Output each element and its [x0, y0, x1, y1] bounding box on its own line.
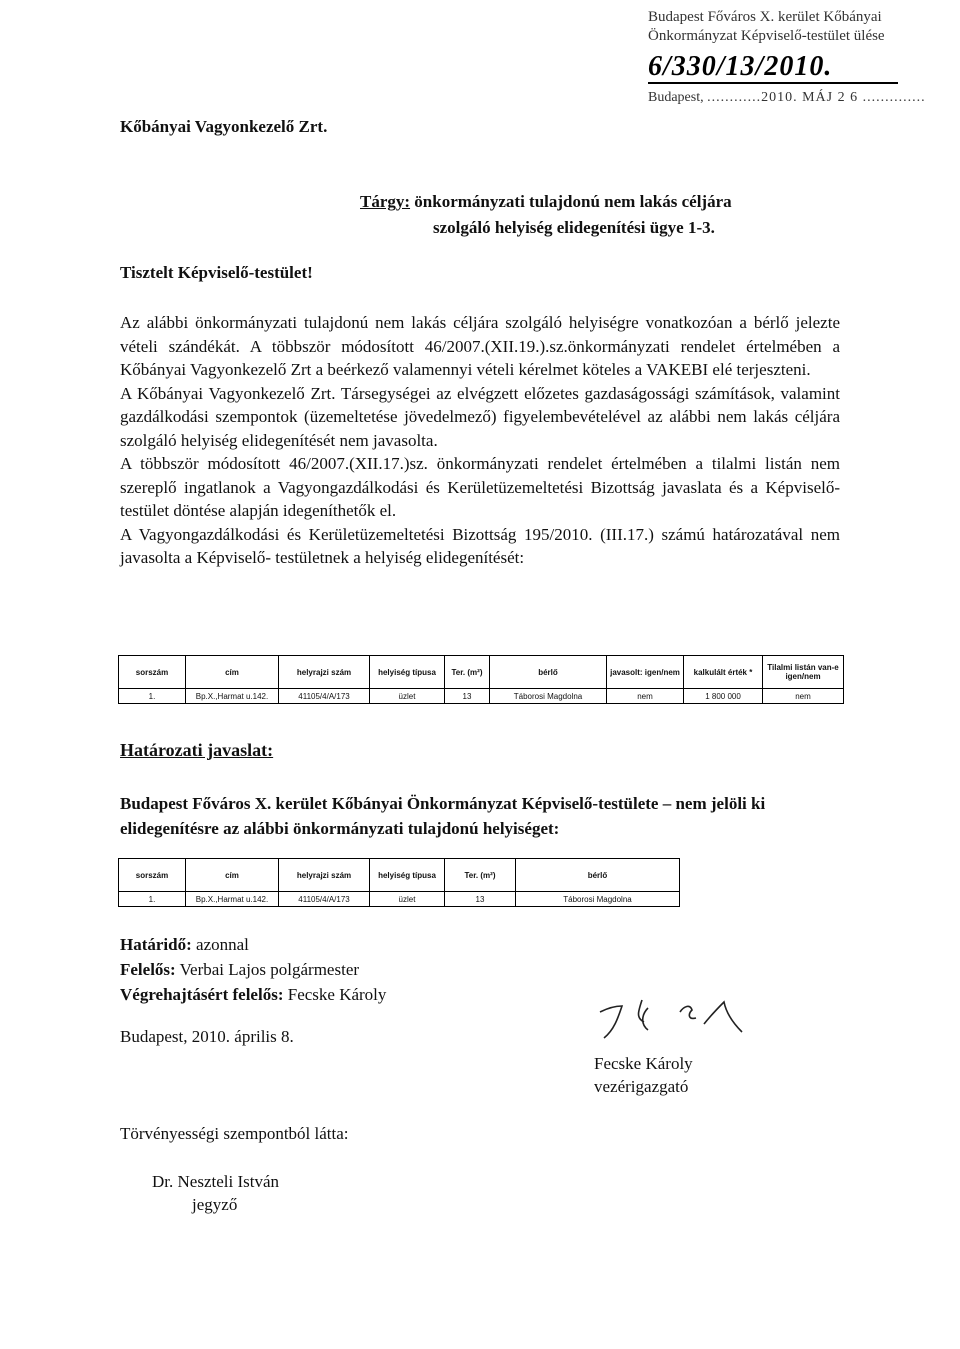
cell-cim: Bp.X.,Harmat u.142.: [186, 892, 279, 907]
subject-line-1: [360, 189, 732, 215]
signer-block: [594, 1052, 693, 1098]
col-cim: cím: [186, 859, 279, 892]
greeting: Tisztelt Képviselő-testület!: [120, 263, 313, 282]
deadline-value: azonnal: [191, 935, 249, 954]
notary-title: jegyző: [192, 1195, 238, 1214]
stamp-date-value: ............2010. MÁJ 2 6 ..............: [707, 90, 926, 105]
cell-hrsz: 41105/4/A/173: [279, 892, 370, 907]
col-tipus: helyiség típusa: [370, 656, 445, 689]
responsible-line: [120, 957, 386, 982]
cell-sorszam: 1.: [119, 689, 186, 704]
deadline-label: Határidő:: [120, 935, 192, 954]
issuer-header: [648, 8, 926, 107]
signer-name: Fecske Károly: [594, 1054, 693, 1073]
notary-name: Dr. Neszteli István: [152, 1172, 279, 1191]
decision-title: Határozati javaslat:: [120, 740, 274, 760]
decision-text: Budapest Főváros X. kerület Kőbányai Önkormányzat Képviselő-testülete – nem jelöli ki elidegenítésre az alábbi önkormányzati tulajdonú helyiséget:: [120, 794, 766, 838]
table-header-row: [119, 859, 680, 892]
cell-terulet: 13: [445, 689, 490, 704]
executor-label: Végrehajtásért felelős:: [120, 985, 284, 1004]
responsibilities: [120, 932, 386, 1007]
notary-block: [152, 1170, 279, 1216]
cell-tipus: üzlet: [370, 892, 445, 907]
cell-berlo: Táborosi Magdolna: [490, 689, 607, 704]
decision-table: [118, 858, 680, 907]
subject-block: [360, 189, 732, 241]
issuer-line-1: Budapest Főváros X. kerület Kőbányai: [648, 9, 882, 25]
col-javasolt: javasolt: igen/nem: [607, 656, 684, 689]
col-hrsz: helyrajzi szám: [279, 859, 370, 892]
signer-title: vezérigazgató: [594, 1077, 689, 1096]
body-text: [120, 311, 840, 570]
cell-cim: Bp.X.,Harmat u.142.: [186, 689, 279, 704]
col-tilalmi: Tilalmi listán van-e igen/nem: [763, 656, 844, 689]
col-sorszam: sorszám: [119, 656, 186, 689]
paragraph-1: Az alábbi önkormányzati tulajdonú nem lakás céljára szolgáló helyiségre vonatkozóan a bérlő jelezte vételi szándékát. A többször módosított 46/2007.(XII.19.).sz.önkormányzati rendelet értelmében a Kőbányai Vagyonkezelő Zrt a beérkező valamennyi vételi kérelmet köteles a VAKEBI elé terjeszteni.: [120, 313, 840, 379]
deadline-line: [120, 932, 386, 957]
cell-berlo: Táborosi Magdolna: [516, 892, 680, 907]
responsible-label: Felelős:: [120, 960, 176, 979]
stamp-date-prefix: Budapest,: [648, 90, 708, 105]
table-header-row: [119, 656, 844, 689]
cell-javasolt: nem: [607, 689, 684, 704]
reference-number: 6/330/13/2010.: [648, 52, 898, 84]
subject-label: Tárgy:: [360, 192, 411, 211]
paragraph-3: A többször módosított 46/2007.(XII.17.)sz. önkormányzati rendelet értelmében a tilalmi listán nem szereplő ingatlanok a Vagyongazdálkodási és Kerületüzemeltetési Bizottság javaslata és a Képviselő-testület döntése alapján idegeníthetők el.: [120, 454, 840, 520]
cell-tilalmi: nem: [763, 689, 844, 704]
property-table: [118, 655, 844, 704]
col-berlo: bérlő: [490, 656, 607, 689]
subject-text-1: önkormányzati tulajdonú nem lakás céljára: [410, 192, 732, 211]
col-sorszam: sorszám: [119, 859, 186, 892]
cell-terulet: 13: [445, 892, 516, 907]
col-terulet: Ter. (m²): [445, 859, 516, 892]
col-terulet: Ter. (m²): [445, 656, 490, 689]
issuer-line-2: Önkormányzat Képviselő-testület ülése: [648, 28, 885, 44]
company-name: Kőbányai Vagyonkezelő Zrt.: [120, 117, 328, 136]
col-berlo: bérlő: [516, 859, 680, 892]
table-row: [119, 892, 680, 907]
col-cim: cím: [186, 656, 279, 689]
executor-line: [120, 982, 386, 1007]
cell-hrsz: 41105/4/A/173: [279, 689, 370, 704]
col-tipus: helyiség típusa: [370, 859, 445, 892]
paragraph-4: A Vagyongazdálkodási és Kerületüzemeltetési Bizottság 195/2010. (III.17.) számú határozatával nem javasolta a Képviselő- testületnek a helyiség elidegenítését:: [120, 524, 840, 567]
subject-line-2: szolgáló helyiség elidegenítési ügye 1-3.: [433, 218, 715, 237]
responsible-value: Verbai Lajos polgármester: [175, 960, 360, 979]
place-date: Budapest, 2010. április 8.: [120, 1027, 294, 1046]
stamp-date: [648, 88, 926, 107]
legality-note: Törvényességi szempontból látta:: [120, 1124, 349, 1143]
cell-sorszam: 1.: [119, 892, 186, 907]
table-row: [119, 689, 844, 704]
col-hrsz: helyrajzi szám: [279, 656, 370, 689]
cell-tipus: üzlet: [370, 689, 445, 704]
paragraph-2: A Kőbányai Vagyonkezelő Zrt. Társegységei az elvégzett előzetes gazdaságossági számítások, valamint gazdálkodási szempontok (üzemeltetése jövedelmező) figyelembevételével az alábbi nem lakás céljára szolgáló helyiség elidegenítését nem javasolta.: [120, 383, 840, 450]
executor-value: Fecske Károly: [283, 985, 387, 1004]
cell-kalkulalt: 1 800 000: [684, 689, 763, 704]
handwritten-signature: [592, 990, 782, 1050]
col-kalkulalt: kalkulált érték *: [684, 656, 763, 689]
